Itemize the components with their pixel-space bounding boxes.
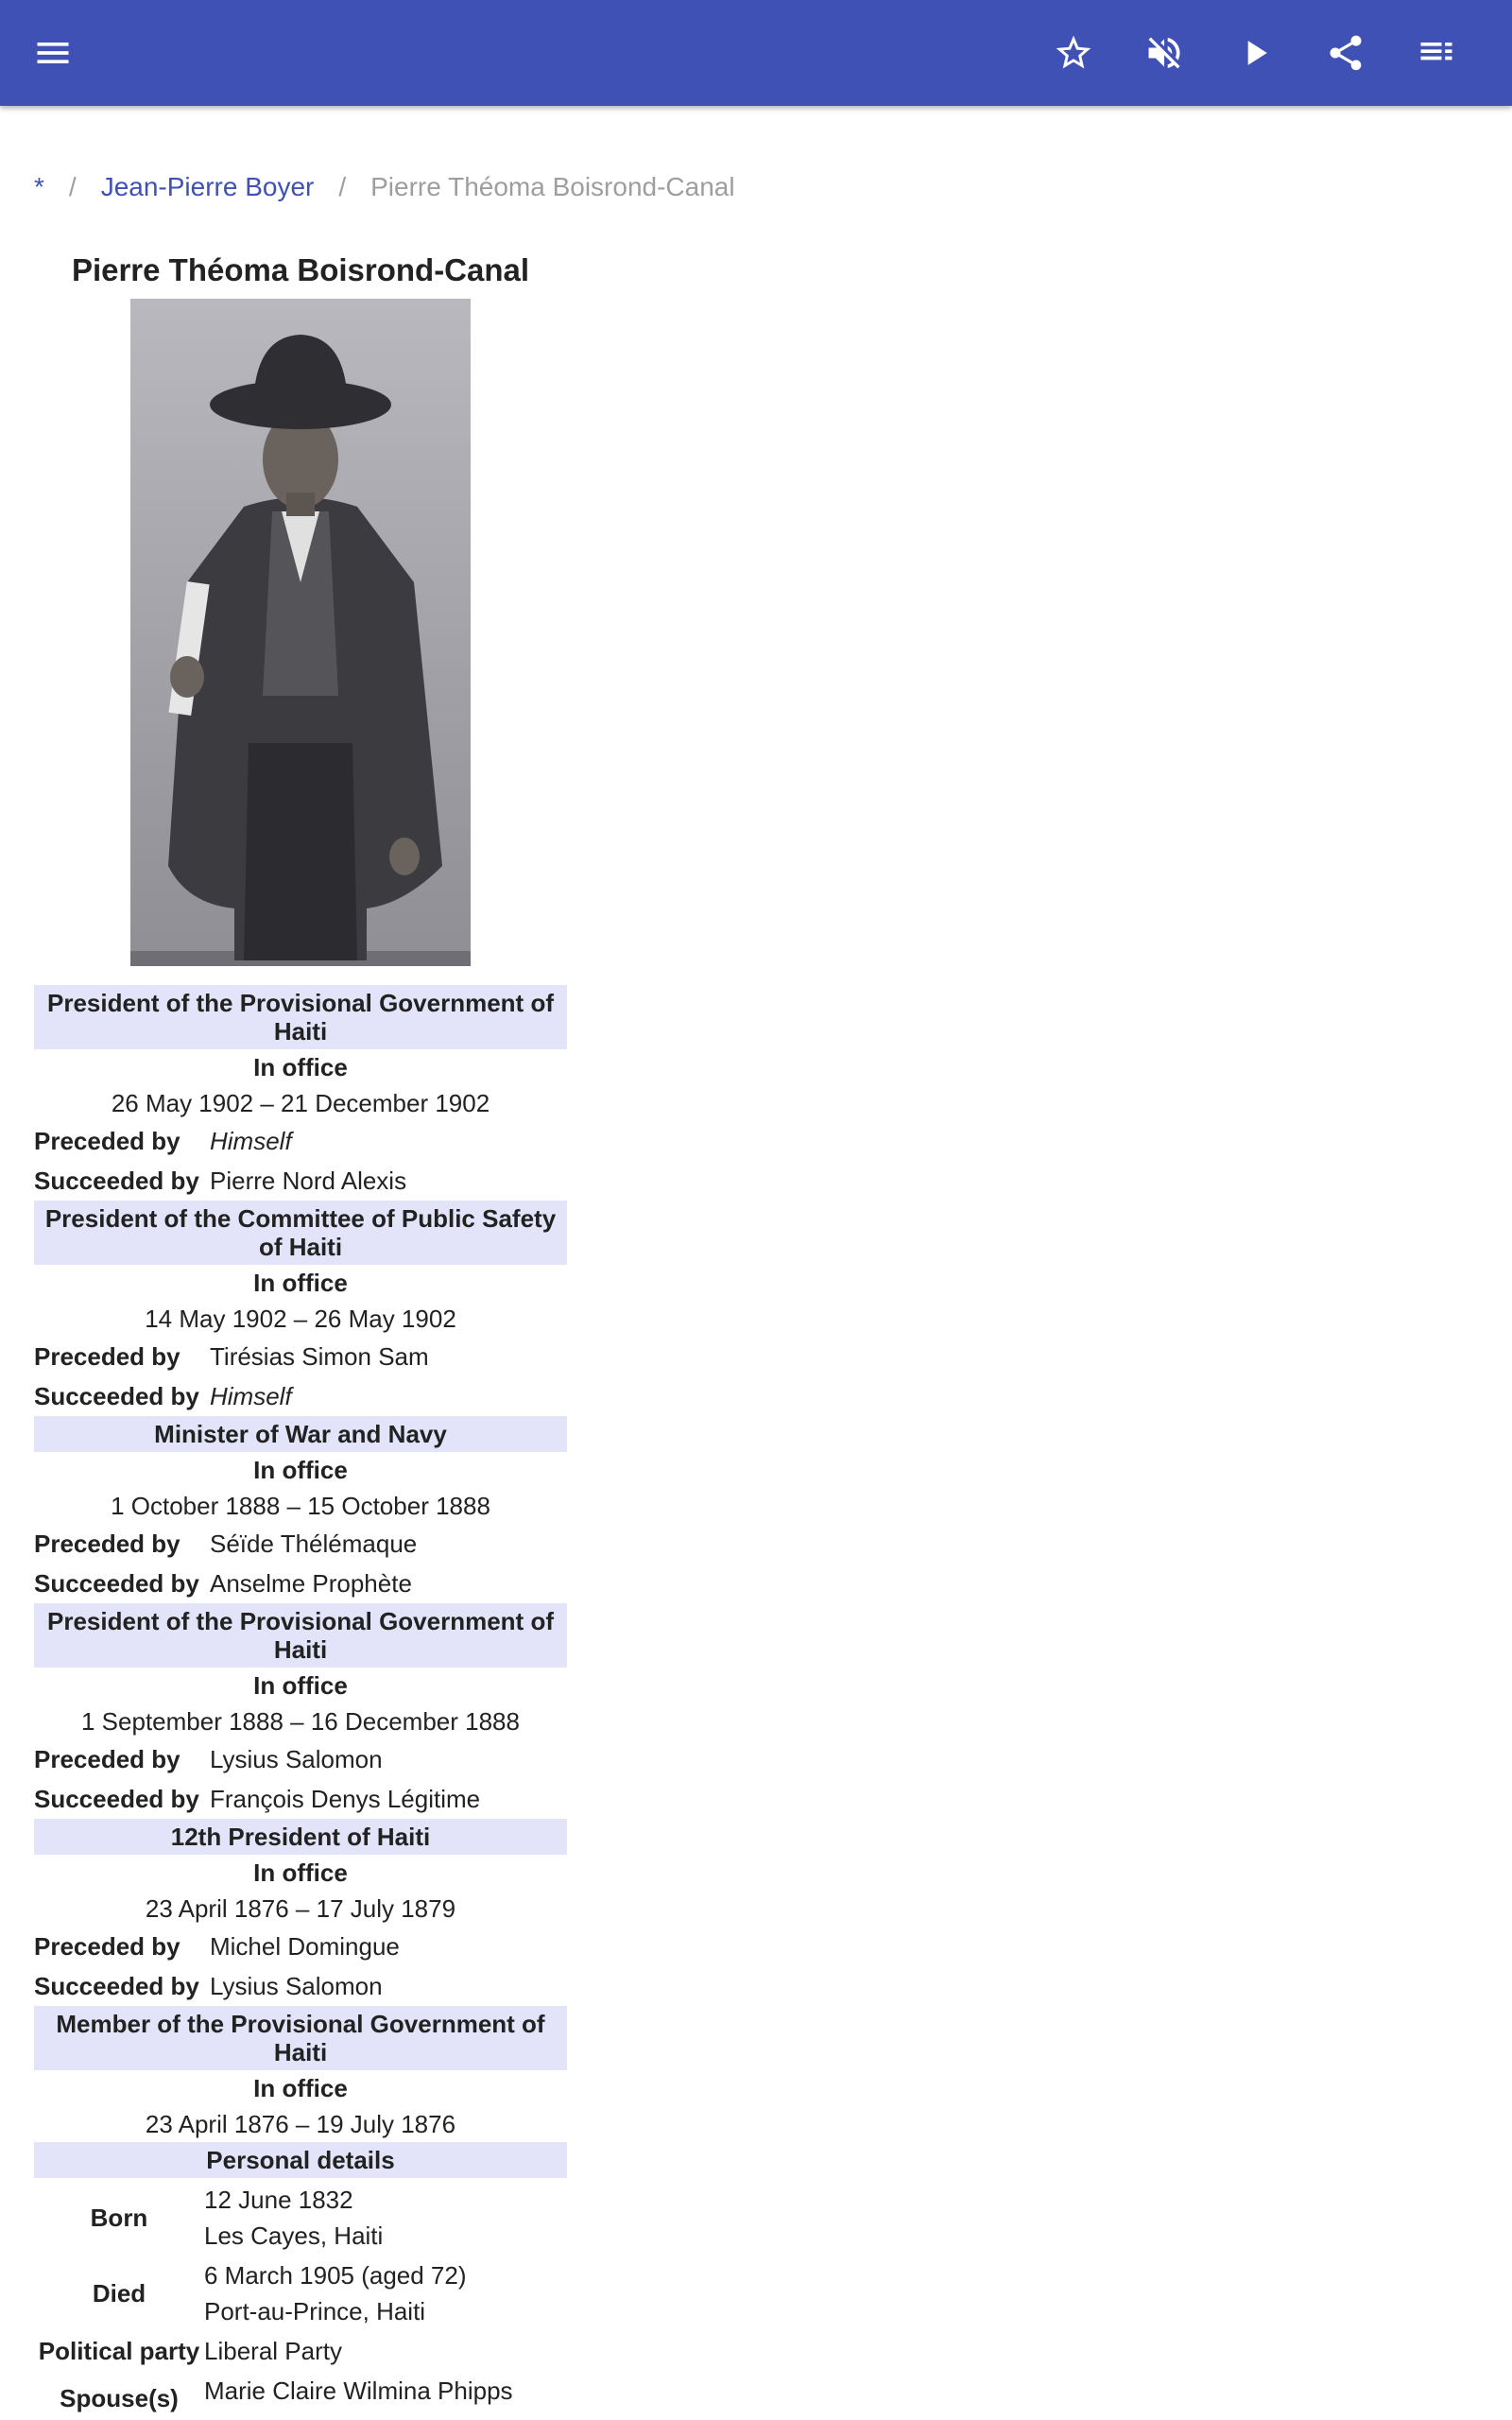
- portrait-photo: [130, 299, 471, 966]
- office-term: 26 May 1902 – 21 December 1902: [111, 1089, 490, 1117]
- preceded-row: [34, 1337, 567, 1376]
- succeeded-label: Succeeded by: [34, 1569, 199, 1598]
- breadcrumb-separator: /: [68, 172, 77, 201]
- in-office-label: In office: [253, 1053, 348, 1081]
- office-term: 1 October 1888 – 15 October 1888: [111, 1492, 490, 1520]
- office-header: 12th President of Haiti: [34, 1819, 567, 1855]
- share-icon[interactable]: [1319, 26, 1372, 79]
- succeeded-row: [34, 1564, 567, 1603]
- succeeded-value: Anselme Prophète: [210, 1569, 412, 1598]
- succeeded-row: [34, 1161, 567, 1201]
- breadcrumb-current: Pierre Théoma Boisrond-Canal: [370, 172, 735, 201]
- office-header: President of the Committee of Public Safety of Haiti: [34, 1201, 567, 1265]
- succeeded-label: Succeeded by: [34, 1167, 199, 1195]
- preceded-row: [34, 1927, 567, 1966]
- play-icon[interactable]: [1228, 26, 1281, 79]
- succeeded-label: Succeeded by: [34, 1972, 199, 2000]
- born-value: [204, 2182, 567, 2254]
- breadcrumb: [34, 166, 735, 208]
- office-header: President of the Provisional Government of Haiti: [34, 1603, 567, 1668]
- born-place: Les Cayes, Haiti: [204, 2221, 384, 2250]
- died-date: 6 March 1905 (aged 72): [204, 2261, 467, 2290]
- preceded-row: [34, 1121, 567, 1161]
- breadcrumb-separator: /: [338, 172, 347, 201]
- breadcrumb-home[interactable]: *: [34, 172, 44, 201]
- spouse-row: [34, 2373, 567, 2413]
- in-office-label: In office: [253, 1858, 348, 1887]
- star-outline-icon[interactable]: [1047, 26, 1100, 79]
- spouse-label: Spouse(s): [60, 2384, 179, 2412]
- born-label: Born: [90, 2203, 148, 2232]
- preceded-label: Preceded by: [34, 1342, 180, 1371]
- died-place: Port-au-Prince, Haiti: [204, 2297, 426, 2325]
- succeeded-row: [34, 1966, 567, 2006]
- personal-details-header: Personal details: [34, 2142, 567, 2178]
- preceded-label: Preceded by: [34, 1530, 180, 1558]
- infobox-title: Pierre Théoma Boisrond-Canal: [71, 252, 530, 287]
- app-bar: [0, 0, 1512, 106]
- office-term: 23 April 1876 – 17 July 1879: [145, 1894, 456, 1923]
- in-office-label: In office: [253, 1671, 348, 1700]
- preceded-value: Michel Domingue: [210, 1932, 400, 1961]
- office-term: 14 May 1902 – 26 May 1902: [145, 1305, 456, 1333]
- preceded-label: Preceded by: [34, 1932, 180, 1961]
- menu-icon[interactable]: [26, 26, 79, 79]
- died-label: Died: [92, 2278, 146, 2308]
- party-label: Political party: [38, 2336, 200, 2365]
- playlist-icon[interactable]: [1410, 26, 1463, 79]
- spouse-value: Marie Claire Wilmina Phipps: [204, 2377, 513, 2405]
- preceded-value: Lysius Salomon: [210, 1745, 383, 1773]
- preceded-row: [34, 1524, 567, 1564]
- office-term: 1 September 1888 – 16 December 1888: [81, 1707, 520, 1736]
- party-value: Liberal Party: [204, 2337, 342, 2365]
- preceded-row: [34, 1739, 567, 1779]
- preceded-label: Preceded by: [34, 1127, 180, 1155]
- office-header: Minister of War and Navy: [34, 1416, 567, 1452]
- in-office-label: In office: [253, 1269, 348, 1297]
- succeeded-label: Succeeded by: [34, 1382, 199, 1410]
- succeeded-row: [34, 1376, 567, 1416]
- breadcrumb-parent[interactable]: Jean-Pierre Boyer: [100, 172, 315, 201]
- volume-off-icon[interactable]: [1138, 26, 1191, 79]
- died-row: [34, 2257, 567, 2329]
- died-value: [204, 2257, 567, 2329]
- born-row: [34, 2182, 567, 2254]
- preceded-value: Himself: [210, 1127, 292, 1155]
- preceded-label: Preceded by: [34, 1745, 180, 1773]
- succeeded-value: Himself: [210, 1382, 292, 1410]
- in-office-label: In office: [253, 2074, 348, 2102]
- in-office-label: In office: [253, 1456, 348, 1484]
- succeeded-value: Pierre Nord Alexis: [210, 1167, 407, 1195]
- succeeded-label: Succeeded by: [34, 1785, 199, 1813]
- office-header: Member of the Provisional Government of Haiti: [34, 2006, 567, 2070]
- party-row: [34, 2333, 567, 2369]
- born-date: 12 June 1832: [204, 2186, 353, 2214]
- preceded-value: Tirésias Simon Sam: [210, 1342, 429, 1371]
- succeeded-value: Lysius Salomon: [210, 1972, 383, 2000]
- office-header: President of the Provisional Government of Haiti: [34, 985, 567, 1049]
- infobox: [34, 246, 567, 2413]
- office-term: 23 April 1876 – 19 July 1876: [145, 2110, 456, 2138]
- succeeded-value: François Denys Légitime: [210, 1785, 481, 1813]
- succeeded-row: [34, 1779, 567, 1819]
- preceded-value: Séïde Thélémaque: [210, 1530, 418, 1558]
